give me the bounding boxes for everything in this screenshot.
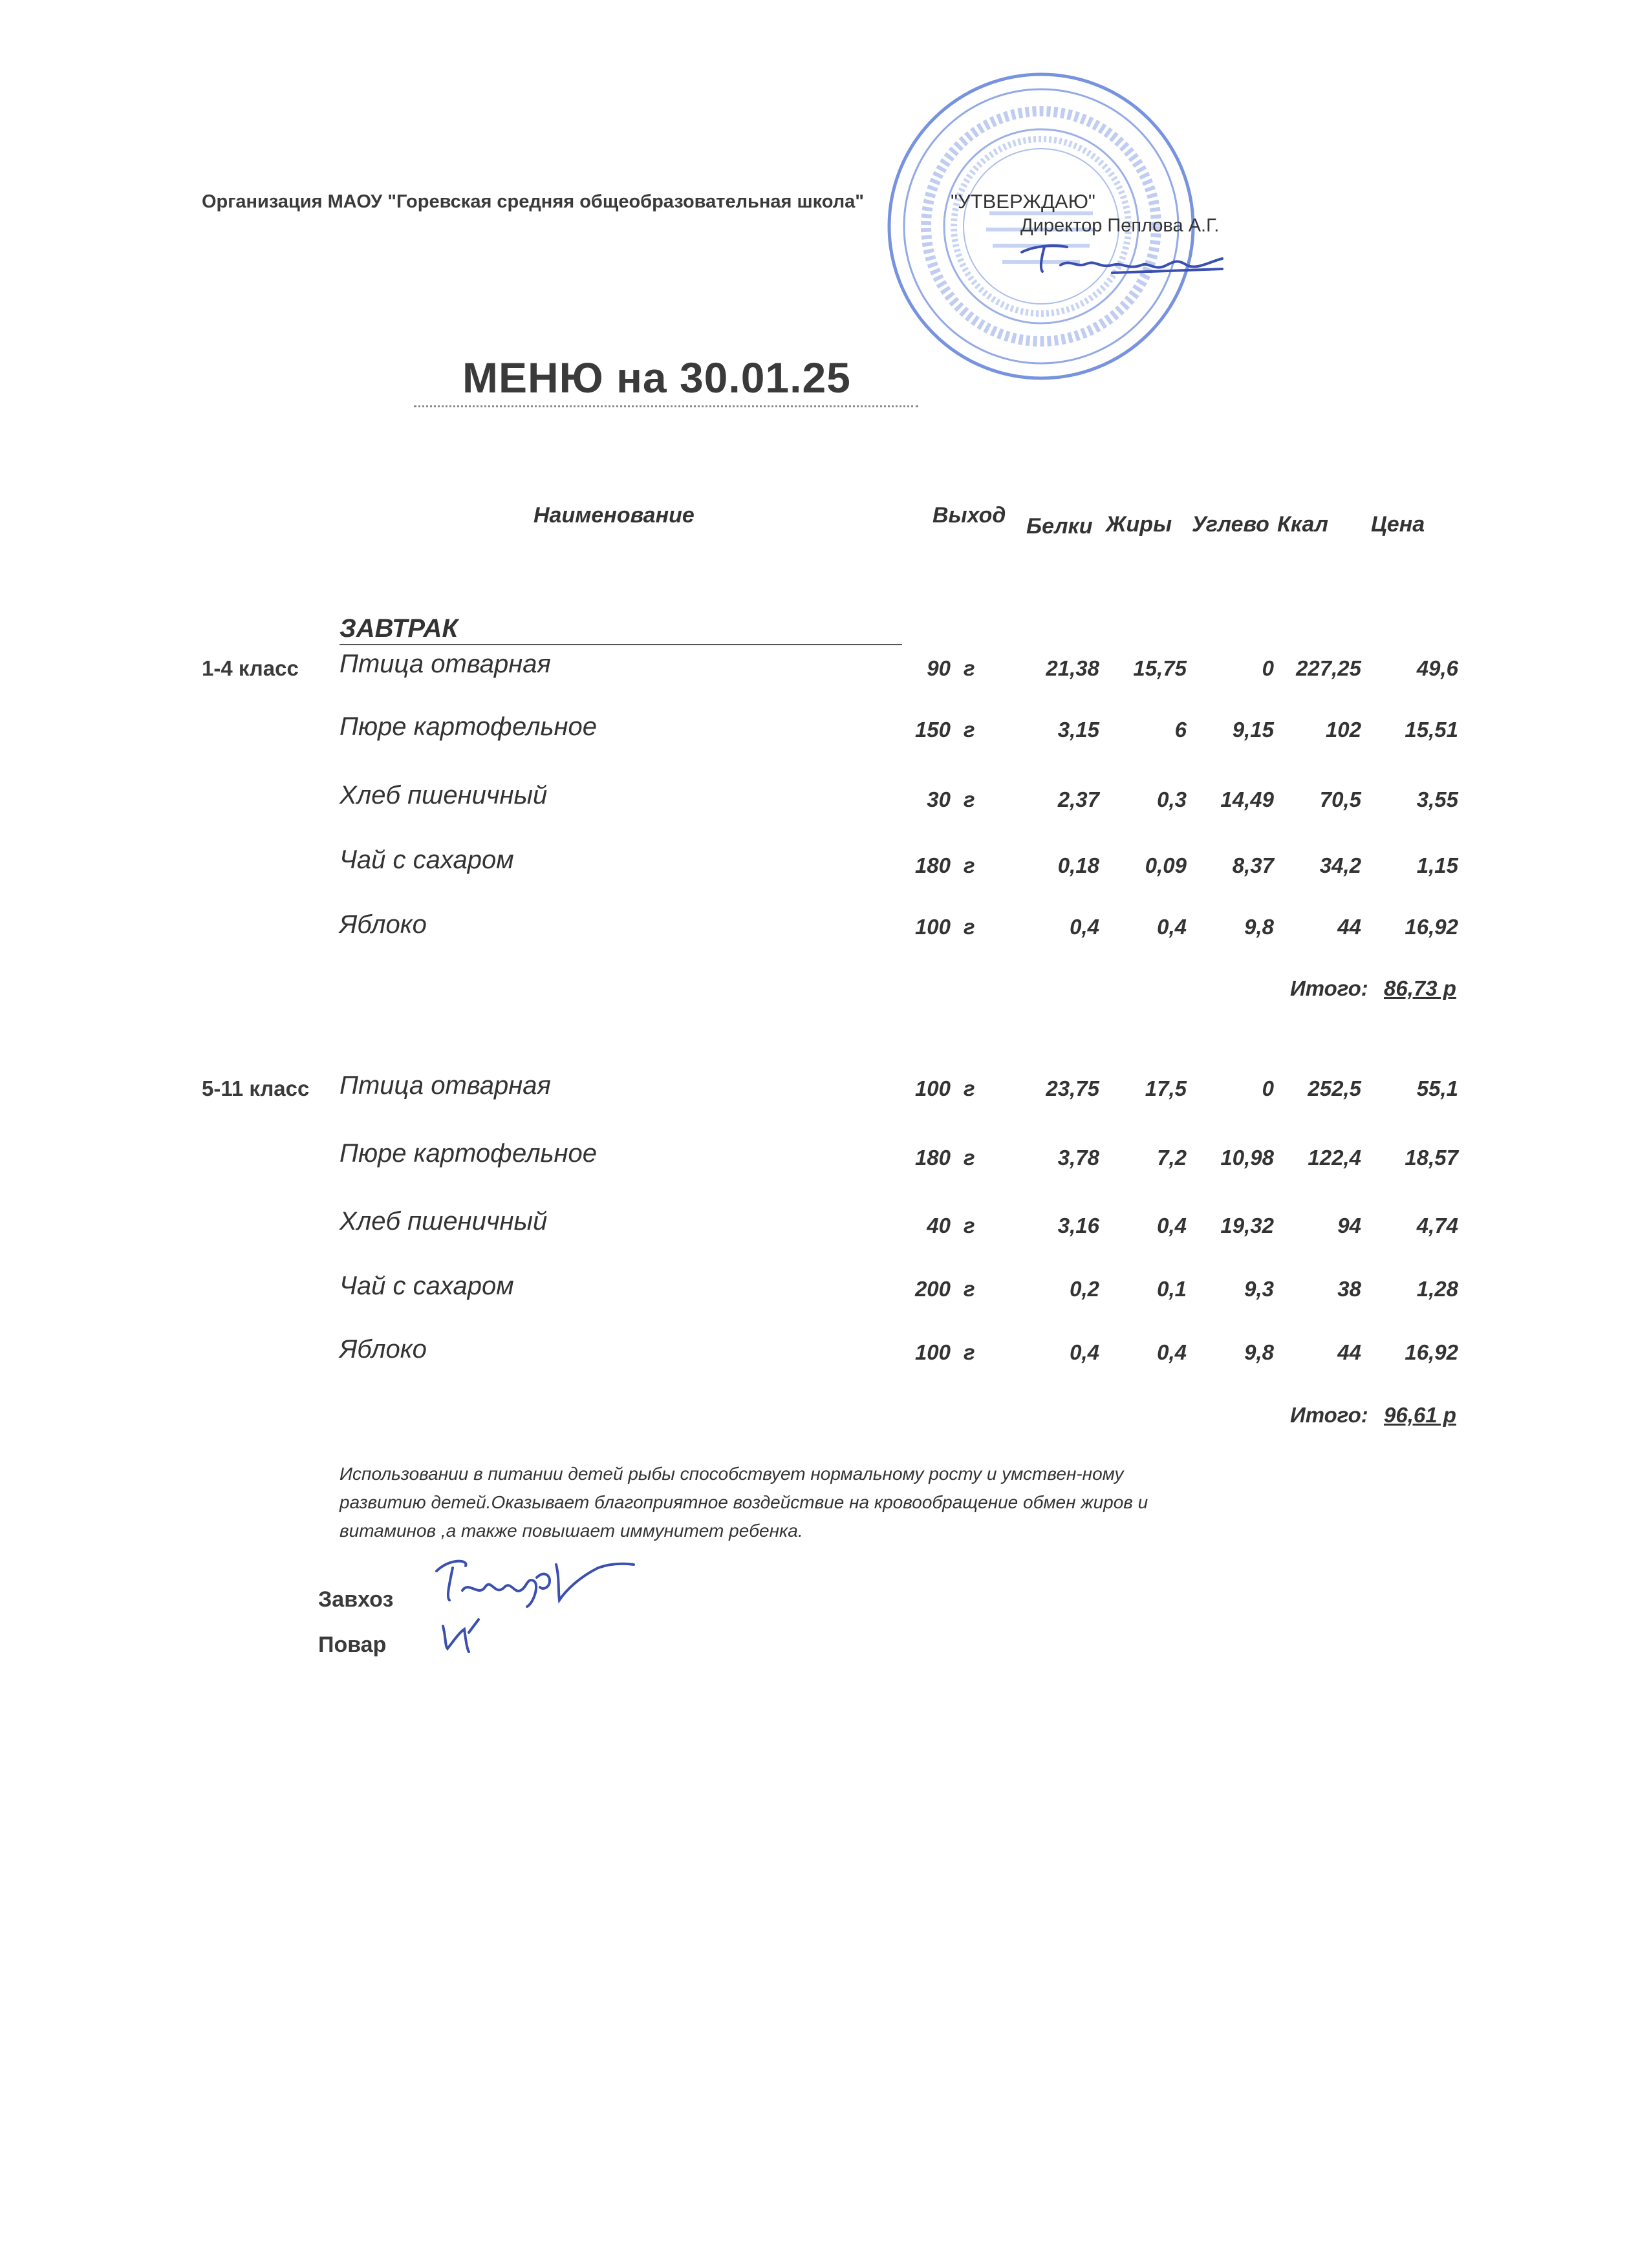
grade-label: 5-11 класс — [202, 1076, 310, 1100]
fats-value: 17,5 — [1145, 1076, 1187, 1100]
kcal-value: 44 — [1337, 1340, 1361, 1364]
proteins-value: 0,4 — [1070, 915, 1099, 939]
total-value: 86,73 р — [1384, 976, 1456, 1000]
dish-name: Хлеб пшеничный — [339, 1207, 548, 1236]
price-value: 3,55 — [1416, 787, 1458, 811]
carbs-value: 0 — [1262, 656, 1274, 680]
output-unit: г — [964, 1076, 975, 1100]
kcal-value: 44 — [1337, 915, 1361, 939]
price-value: 55,1 — [1416, 1076, 1458, 1100]
price-value: 49,6 — [1416, 656, 1458, 680]
nutrition-note: Использовании в питании детей рыбы способствует нормальному росту и умствен-ному развитию детей.Оказывает благоприятное воздействие на кровообращение обмен жиров и витаминов ,а также повышает иммунитет ребенка. — [339, 1464, 1148, 1541]
proteins-value: 3,15 — [1057, 718, 1099, 742]
column-header-carbs: Углево — [1192, 512, 1269, 537]
output-unit: г — [964, 787, 975, 811]
output-value: 200 — [914, 1277, 951, 1301]
fats-value: 0,4 — [1157, 1340, 1187, 1364]
proteins-value: 0,18 — [1057, 853, 1099, 877]
price-value: 4,74 — [1416, 1214, 1458, 1237]
output-value: 100 — [914, 915, 951, 939]
total-label: Итого: — [1290, 1403, 1368, 1427]
kcal-value: 94 — [1337, 1214, 1361, 1237]
carbs-value: 14,49 — [1220, 787, 1274, 811]
column-header-fats: Жиры — [1106, 512, 1172, 537]
total-value: 96,61 р — [1384, 1403, 1456, 1427]
column-header-kcal: Ккал — [1277, 512, 1329, 537]
output-value: 150 — [914, 718, 951, 742]
output-unit: г — [964, 1214, 975, 1237]
carbs-value: 19,32 — [1220, 1214, 1274, 1237]
column-header-name: Наименование — [534, 503, 695, 528]
carbs-value: 10,98 — [1220, 1146, 1274, 1170]
organization-line: Организация МАОУ "Горевская средняя общеобразовательная школа" — [202, 191, 865, 212]
output-unit: г — [964, 1277, 975, 1301]
cook-label: Повар — [318, 1632, 387, 1657]
output-unit: г — [964, 853, 975, 877]
kcal-value: 102 — [1325, 718, 1361, 742]
output-unit: г — [964, 656, 975, 680]
price-value: 1,15 — [1416, 853, 1458, 877]
section-title-breakfast: ЗАВТРАК — [339, 614, 458, 643]
output-unit: г — [964, 1146, 975, 1170]
kcal-value: 70,5 — [1319, 787, 1361, 811]
fats-value: 0,4 — [1157, 915, 1187, 939]
dish-name: Яблоко — [339, 1335, 427, 1364]
section-underline — [339, 644, 902, 645]
proteins-value: 3,16 — [1057, 1214, 1099, 1237]
fats-value: 0,3 — [1157, 787, 1187, 811]
carbs-value: 8,37 — [1232, 853, 1274, 877]
output-value: 180 — [914, 853, 951, 877]
carbs-value: 9,15 — [1232, 718, 1274, 742]
approval-caption: "УТВЕРЖДАЮ" — [951, 190, 1095, 213]
director-caption: Директор Пеплова А.Г. — [1020, 215, 1220, 236]
column-header-output: Выход — [932, 503, 1006, 528]
output-value: 100 — [914, 1340, 951, 1364]
dish-name: Пюре картофельное — [339, 1139, 598, 1168]
fats-value: 15,75 — [1133, 656, 1187, 680]
output-value: 180 — [914, 1146, 951, 1170]
output-unit: г — [964, 718, 975, 742]
proteins-value: 23,75 — [1046, 1076, 1099, 1100]
title-underline — [414, 405, 918, 407]
kcal-value: 34,2 — [1319, 853, 1361, 877]
fats-value: 0,4 — [1157, 1214, 1187, 1237]
price-value: 15,51 — [1405, 718, 1458, 742]
cook-signature — [433, 1613, 504, 1658]
proteins-value: 0,2 — [1070, 1277, 1099, 1301]
director-signature — [1015, 233, 1229, 284]
carbs-value: 9,8 — [1244, 915, 1274, 939]
dish-name: Птица отварная — [339, 1071, 551, 1100]
output-unit: г — [964, 915, 975, 939]
total-label: Итого: — [1290, 976, 1368, 1000]
carbs-value: 0 — [1262, 1076, 1274, 1100]
dish-name: Хлеб пшеничный — [339, 781, 548, 809]
storekeeper-label: Завхоз — [318, 1587, 394, 1612]
kcal-value: 38 — [1337, 1277, 1361, 1301]
output-value: 90 — [927, 656, 951, 680]
kcal-value: 252,5 — [1308, 1076, 1361, 1100]
storekeeper-signature — [430, 1552, 637, 1623]
fats-value: 0,1 — [1157, 1277, 1187, 1301]
price-value: 18,57 — [1405, 1146, 1458, 1170]
carbs-value: 9,3 — [1244, 1277, 1274, 1301]
dish-name: Чай с сахаром — [339, 846, 514, 874]
dish-name: Чай с сахаром — [339, 1272, 514, 1300]
output-value: 40 — [927, 1214, 951, 1237]
price-value: 16,92 — [1405, 1340, 1458, 1364]
fats-value: 7,2 — [1157, 1146, 1187, 1170]
column-header-price: Цена — [1371, 512, 1425, 537]
column-header-proteins: Белки — [1026, 514, 1093, 539]
fats-value: 6 — [1174, 718, 1187, 742]
proteins-value: 0,4 — [1070, 1340, 1099, 1364]
price-value: 1,28 — [1416, 1277, 1458, 1301]
page-title: МЕНЮ на 30.01.25 — [462, 354, 851, 401]
fats-value: 0,09 — [1145, 853, 1187, 877]
grade-label: 1-4 класс — [202, 656, 299, 680]
dish-name: Птица отварная — [339, 650, 551, 678]
price-value: 16,92 — [1405, 915, 1458, 939]
dish-name: Пюре картофельное — [339, 712, 598, 741]
output-value: 100 — [914, 1076, 951, 1100]
proteins-value: 3,78 — [1057, 1146, 1099, 1170]
kcal-value: 227,25 — [1296, 656, 1361, 680]
proteins-value: 2,37 — [1057, 787, 1099, 811]
dish-name: Яблоко — [339, 910, 427, 939]
proteins-value: 21,38 — [1046, 656, 1099, 680]
kcal-value: 122,4 — [1308, 1146, 1361, 1170]
carbs-value: 9,8 — [1244, 1340, 1274, 1364]
output-value: 30 — [927, 787, 951, 811]
output-unit: г — [964, 1340, 975, 1364]
